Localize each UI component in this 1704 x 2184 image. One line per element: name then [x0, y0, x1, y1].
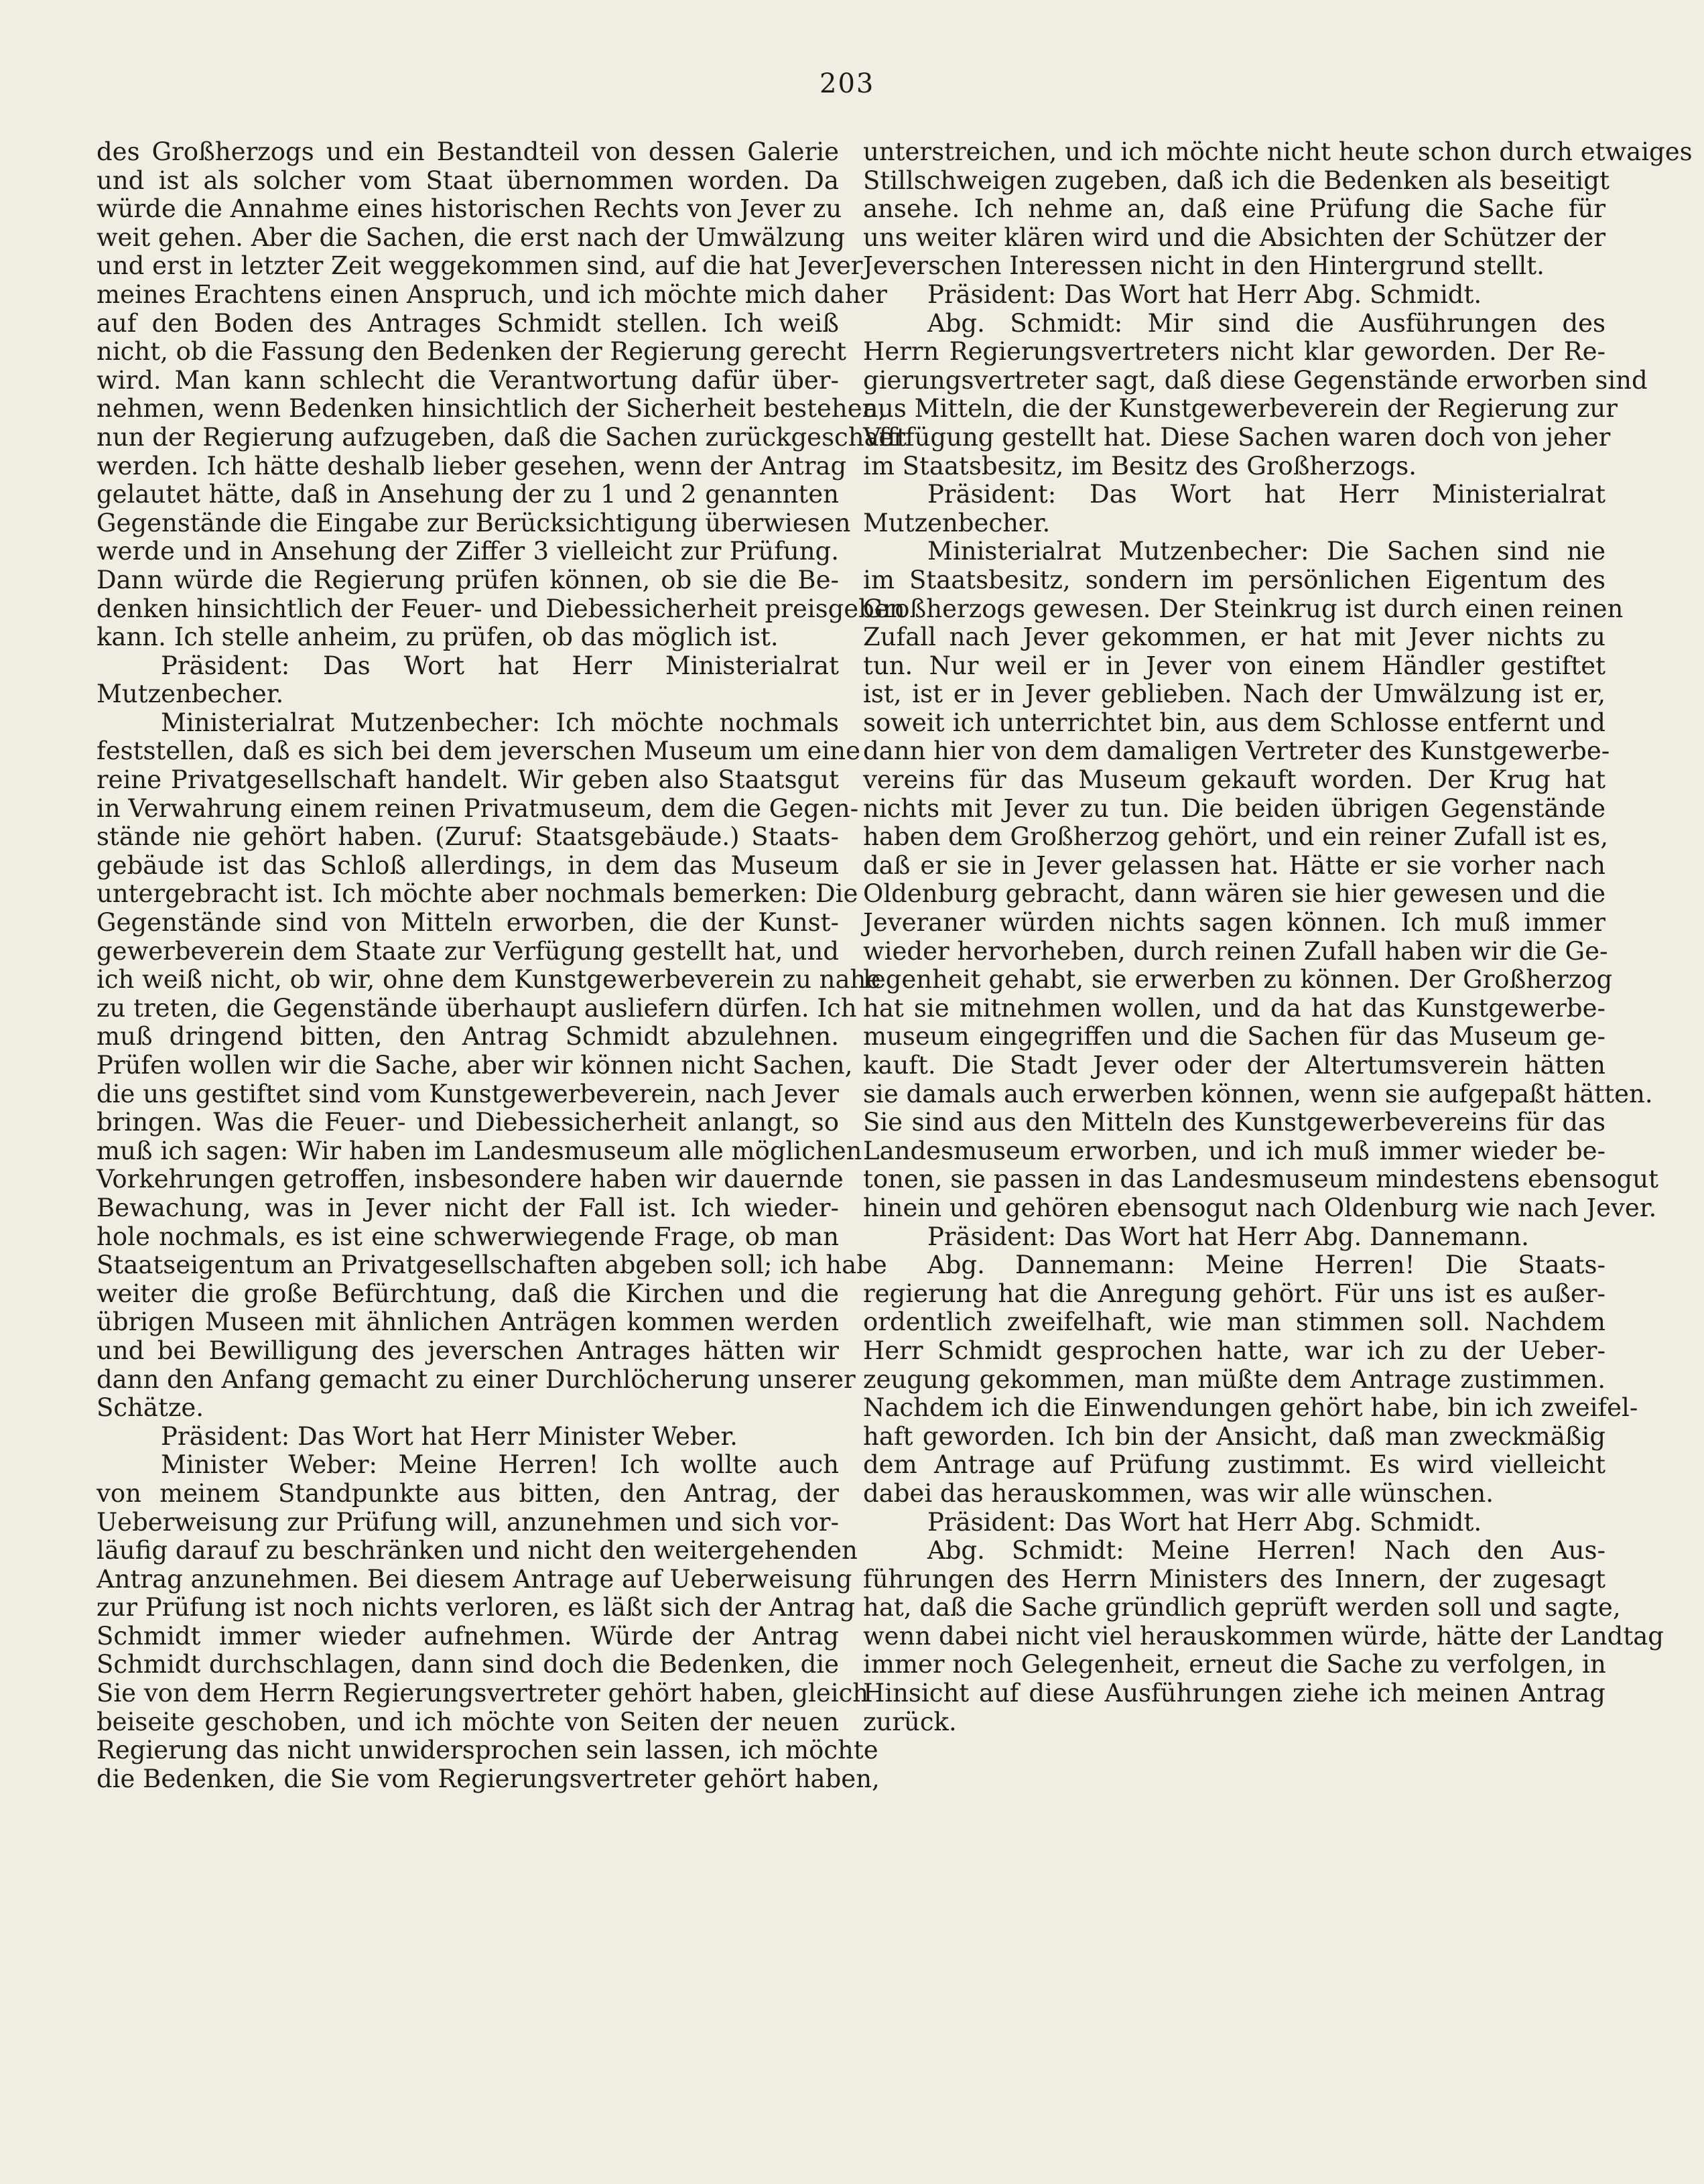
text-line: und ist als solcher vom Staat übernommen worden. Da [96, 166, 839, 195]
text-line: ordentlich zweifelhaft, wie man stimmen soll. Nachdem [863, 1307, 1605, 1337]
text-line: Präsident: Das Wort hat Herr Abg. Schmidt. [927, 279, 1482, 309]
text-line: läufig darauf zu beschränken und nicht den weitergehenden [96, 1536, 858, 1565]
text-line: ansehe. Ich nehme an, daß eine Prüfung die Sache für [863, 194, 1605, 224]
text-line: zurück. [863, 1707, 957, 1736]
text-line: Gegenstände die Eingabe zur Berücksichtigung überwiesen [96, 508, 851, 537]
text-line: Präsident: Das Wort hat Herr Minister Weber. [161, 1421, 738, 1451]
text-line: hat sie mitnehmen wollen, und da hat das Kunstgewerbe- [863, 993, 1605, 1023]
text-line: Jeverschen Interessen nicht in den Hintergrund stellt. [863, 251, 1545, 281]
text-line: aus Mitteln, die der Kunstgewerbeverein der Regierung zur [863, 394, 1618, 424]
text-line: nicht, ob die Fassung den Bedenken der Regierung gerecht [96, 337, 846, 367]
text-line: Präsident: Das Wort hat Herr Ministerialrat [161, 651, 839, 680]
text-line: Sie von dem Herrn Regierungsvertreter gehört haben, gleich [96, 1679, 869, 1708]
text-line: meines Erachtens einen Anspruch, und ich möchte mich daher [96, 279, 887, 309]
text-line: werde und in Ansehung der Ziffer 3 vielleicht zur Prüfung. [96, 537, 839, 566]
text-line: haft geworden. Ich bin der Ansicht, daß man zweckmäßig [863, 1421, 1605, 1451]
text-line: soweit ich unterrichtet bin, aus dem Schlosse entfernt und [863, 708, 1605, 737]
text-line: Nachdem ich die Einwendungen gehört habe, bin ich zweifel- [863, 1393, 1638, 1423]
text-line: Sie sind aus den Mitteln des Kunstgewerbevereins für das [863, 1108, 1605, 1137]
text-line: uns weiter klären wird und die Absichten der Schützer der [863, 222, 1605, 252]
text-line: dabei das herauskommen, was wir alle wünschen. [863, 1478, 1494, 1508]
text-line: und erst in letzter Zeit weggekommen sind, auf die hat Jever [96, 251, 863, 281]
text-line: bringen. Was die Feuer- und Diebessicherheit anlangt, so [96, 1108, 839, 1137]
text-line: Herrn Regierungsvertreters nicht klar geworden. Der Re- [863, 337, 1605, 367]
text-line: hole nochmals, es ist eine schwerwiegende Frage, ob man [96, 1222, 839, 1251]
text-line: Zufall nach Jever gekommen, er hat mit Jever nichts zu [863, 623, 1605, 652]
text-line: zeugung gekommen, man müßte dem Antrage zustimmen. [863, 1364, 1605, 1394]
text-line: Präsident: Das Wort hat Herr Ministerialrat [927, 480, 1605, 509]
text-line: feststellen, daß es sich bei dem jeverschen Museum um eine [96, 736, 861, 766]
text-line: in Verwahrung einem reinen Privatmuseum, dem die Gegen- [96, 793, 859, 823]
text-line: die Bedenken, die Sie vom Regierungsvertreter gehört haben, [96, 1764, 880, 1793]
text-line: und bei Bewilligung des jeverschen Antrages hätten wir [96, 1336, 839, 1365]
text-line: daß er sie in Jever gelassen hat. Hätte er sie vorher nach [863, 850, 1605, 880]
text-line: Prüfen wollen wir die Sache, aber wir können nicht Sachen, [96, 1051, 853, 1080]
text-line: im Staatsbesitz, sondern im persönlichen Eigentum des [863, 565, 1605, 594]
text-line: wieder hervorheben, durch reinen Zufall haben wir die Ge- [863, 936, 1608, 966]
text-line: die uns gestiftet sind vom Kunstgewerbeverein, nach Jever [96, 1079, 839, 1108]
text-line: Großherzogs gewesen. Der Steinkrug ist durch einen reinen [863, 594, 1624, 623]
text-line: Mutzenbecher. [863, 508, 1051, 537]
text-line: würde die Annahme eines historischen Rechts von Jever zu [96, 194, 842, 224]
text-line: Minister Weber: Meine Herren! Ich wollte auch [161, 1450, 839, 1480]
text-line: des Großherzogs und ein Bestandteil von dessen Galerie [96, 137, 839, 166]
text-line: gewerbeverein dem Staate zur Verfügung gestellt hat, und [96, 936, 839, 966]
text-line: ich weiß nicht, ob wir, ohne dem Kunstgewerbeverein zu nahe [96, 965, 881, 994]
text-line: denken hinsichtlich der Feuer- und Diebessicherheit preisgeben [96, 594, 905, 623]
text-line: Präsident: Das Wort hat Herr Abg. Schmidt. [927, 1507, 1482, 1537]
text-line: Ministerialrat Mutzenbecher: Ich möchte nochmals [161, 708, 839, 737]
text-line: Mutzenbecher. [96, 680, 284, 709]
text-line: gelautet hätte, daß in Ansehung der zu 1 und 2 genannten [96, 480, 839, 509]
text-line: Schmidt durchschlagen, dann sind doch die Bedenken, die [96, 1650, 839, 1679]
text-line: Abg. Dannemann: Meine Herren! Die Staats- [927, 1250, 1605, 1280]
text-line: auf den Boden des Antrages Schmidt stellen. Ich weiß [96, 308, 839, 338]
text-line: nun der Regierung aufzugeben, daß die Sachen zurückgeschafft [96, 422, 907, 452]
text-line: Vorkehrungen getroffen, insbesondere haben wir dauernde [96, 1165, 844, 1194]
text-line: im Staatsbesitz, im Besitz des Großherzogs. [863, 451, 1417, 480]
text-line: kann. Ich stelle anheim, zu prüfen, ob das möglich ist. [96, 623, 779, 652]
text-line: Stillschweigen zugeben, daß ich die Bedenken als beseitigt [863, 166, 1610, 195]
text-line: reine Privatgesellschaft handelt. Wir geben also Staatsgut [96, 765, 839, 795]
text-line: gierungsvertreter sagt, daß diese Gegenstände erworben sind [863, 365, 1648, 395]
text-line: zu treten, die Gegenstände überhaupt ausliefern dürfen. Ich [96, 993, 857, 1023]
text-line: tun. Nur weil er in Jever von einem Händler gestiftet [863, 651, 1605, 680]
text-line: wird. Man kann schlecht die Verantwortung dafür über- [96, 365, 839, 395]
text-line: Antrag anzunehmen. Bei diesem Antrage auf Ueberweisung [96, 1564, 852, 1594]
text-line: zur Prüfung ist noch nichts verloren, es läßt sich der Antrag [96, 1593, 856, 1622]
text-line: übrigen Museen mit ähnlichen Anträgen kommen werden [96, 1307, 839, 1337]
text-line: dem Antrage auf Prüfung zustimmt. Es wird vielleicht [863, 1450, 1605, 1480]
text-line: werden. Ich hätte deshalb lieber gesehen, wenn der Antrag [96, 451, 847, 480]
text-line: Ueberweisung zur Prüfung will, anzunehmen und sich vor- [96, 1507, 839, 1537]
text-line: Ministerialrat Mutzenbecher: Die Sachen sind nie [927, 537, 1605, 566]
text-line: von meinem Standpunkte aus bitten, den Antrag, der [96, 1478, 839, 1508]
text-line: Oldenburg gebracht, dann wären sie hier gewesen und die [863, 879, 1605, 909]
text-line: Herr Schmidt gesprochen hatte, war ich zu der Ueber- [863, 1336, 1605, 1365]
text-line: Dann würde die Regierung prüfen können, ob sie die Be- [96, 565, 839, 594]
text-line: muß dringend bitten, den Antrag Schmidt abzulehnen. [96, 1022, 839, 1051]
text-line: stände nie gehört haben. (Zuruf: Staatsgebäude.) Staats- [96, 822, 839, 852]
text-line: ist, ist er in Jever geblieben. Nach der Umwälzung ist er, [863, 680, 1605, 709]
text-line: Hinsicht auf diese Ausführungen ziehe ich meinen Antrag [863, 1679, 1605, 1708]
text-line: tonen, sie passen in das Landesmuseum mindestens ebensogut [863, 1165, 1658, 1194]
text-line: legenheit gehabt, sie erwerben zu können. Der Großherzog [863, 965, 1613, 994]
text-line: gebäude ist das Schloß allerdings, in dem das Museum [96, 850, 839, 880]
text-line: unterstreichen, und ich möchte nicht heute schon durch etwaiges [863, 137, 1693, 166]
text-line: kauft. Die Stadt Jever oder der Altertumsverein hätten [863, 1051, 1605, 1080]
text-line: nichts mit Jever zu tun. Die beiden übrigen Gegenstände [863, 793, 1605, 823]
text-line: muß ich sagen: Wir haben im Landesmuseum alle möglichen [96, 1136, 862, 1165]
text-line: dann den Anfang gemacht zu einer Durchlöcherung unserer [96, 1364, 856, 1394]
text-line: vereins für das Museum gekauft worden. Der Krug hat [863, 765, 1605, 795]
text-line: immer noch Gelegenheit, erneut die Sache zu verfolgen, in [863, 1650, 1606, 1679]
text-line: Abg. Schmidt: Mir sind die Ausführungen des [927, 308, 1605, 338]
text-line: regierung hat die Anregung gehört. Für uns ist es außer- [863, 1279, 1605, 1308]
text-line: nehmen, wenn Bedenken hinsichtlich der Sicherheit bestehen, [96, 394, 887, 424]
text-line: Schätze. [96, 1393, 204, 1423]
left-column [96, 137, 907, 1793]
text-line: weit gehen. Aber die Sachen, die erst nach der Umwälzung [96, 222, 846, 252]
text-line: Schmidt immer wieder aufnehmen. Würde der Antrag [96, 1621, 839, 1651]
text-line: beiseite geschoben, und ich möchte von Seiten der neuen [96, 1707, 839, 1736]
text-line: sie damals auch erwerben können, wenn sie aufgepaßt hätten. [863, 1079, 1653, 1108]
text-line: hinein und gehören ebensogut nach Oldenburg wie nach Jever. [863, 1193, 1657, 1222]
text-line: führungen des Herrn Ministers des Innern, der zugesagt [863, 1564, 1605, 1594]
text-line: Staatseigentum an Privatgesellschaften abgeben soll; ich habe [96, 1250, 887, 1280]
page-number: 203 [820, 68, 875, 99]
text-line: Verfügung gestellt hat. Diese Sachen waren doch von jeher [863, 422, 1611, 452]
right-column [863, 137, 1693, 1736]
text-line: Präsident: Das Wort hat Herr Abg. Dannemann. [927, 1222, 1529, 1251]
text-line: Jeveraner würden nichts sagen können. Ich muß immer [863, 908, 1605, 938]
text-line: haben dem Großherzog gehört, und ein reiner Zufall ist es, [863, 822, 1608, 852]
text-line: weiter die große Befürchtung, daß die Kirchen und die [96, 1279, 839, 1308]
text-line: Gegenstände sind von Mitteln erworben, die der Kunst- [96, 908, 839, 938]
text-line: Regierung das nicht unwidersprochen sein lassen, ich möchte [96, 1736, 878, 1765]
text-line: Bewachung, was in Jever nicht der Fall ist. Ich wieder- [96, 1193, 839, 1222]
text-line: Landesmuseum erworben, und ich muß immer wieder be- [863, 1136, 1605, 1165]
text-line: untergebracht ist. Ich möchte aber nochmals bemerken: Die [96, 879, 858, 909]
text-line: wenn dabei nicht viel herauskommen würde, hätte der Landtag [863, 1621, 1664, 1651]
text-line: Abg. Schmidt: Meine Herren! Nach den Aus- [927, 1536, 1605, 1565]
text-line: hat, daß die Sache gründlich geprüft werden soll und sagte, [863, 1593, 1621, 1622]
text-line: dann hier von dem damaligen Vertreter des Kunstgewerbe- [863, 736, 1610, 766]
text-line: museum eingegriffen und die Sachen für das Museum ge- [863, 1022, 1605, 1051]
